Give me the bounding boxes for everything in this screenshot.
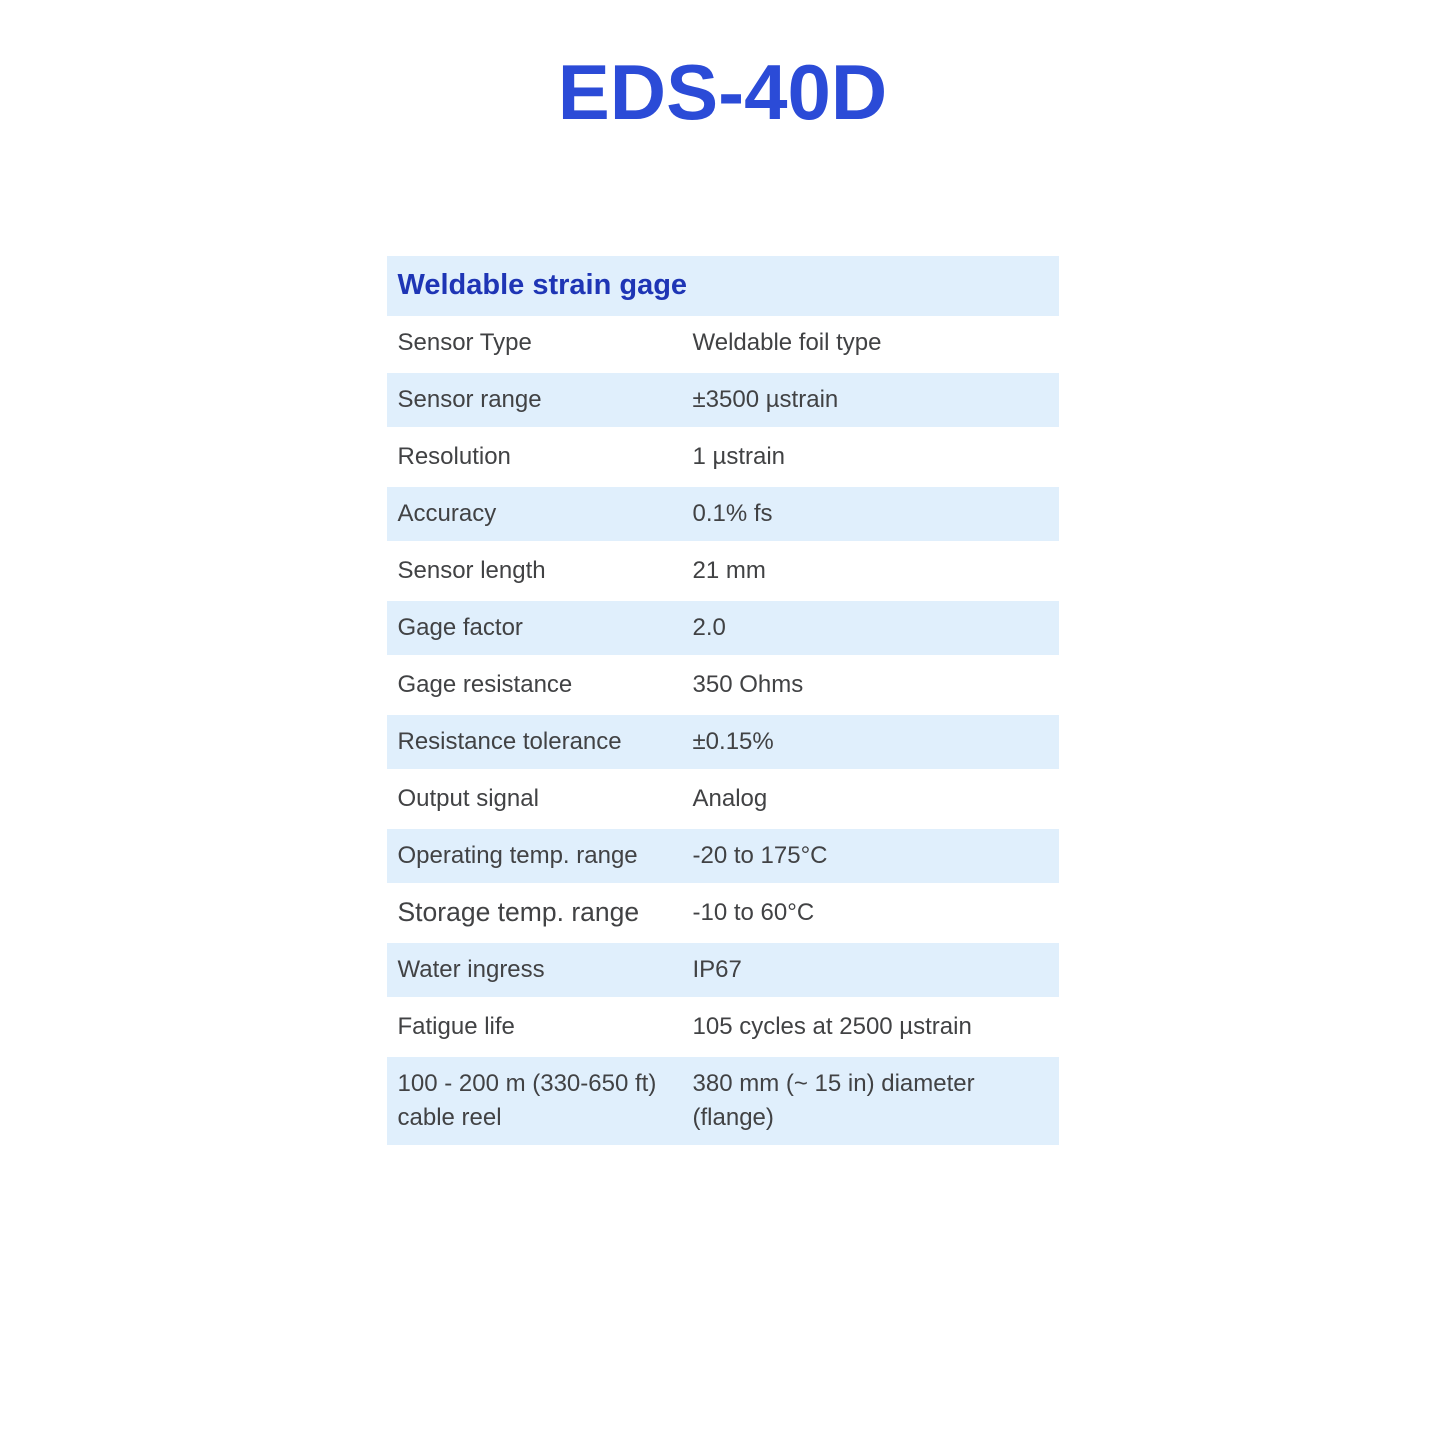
spec-row-label: Sensor range <box>397 385 542 413</box>
spec-row-value: -20 to 175°C <box>692 841 828 869</box>
spec-row <box>387 715 1059 772</box>
spec-row-value: 2.0 <box>692 613 726 641</box>
spec-row <box>387 373 1059 430</box>
spec-row-value: 380 mm (~ 15 in) diameter (flange) <box>692 1069 975 1131</box>
spec-row <box>387 601 1059 658</box>
spec-row-label: Accuracy <box>397 499 497 527</box>
spec-row-value: IP67 <box>692 955 742 983</box>
spec-row-label: Storage temp. range <box>397 897 640 928</box>
spec-row-value: 0.1% fs <box>692 499 773 527</box>
spec-row <box>387 886 1059 943</box>
spec-row <box>387 1000 1059 1057</box>
page-title: EDS-40D <box>557 48 888 136</box>
spec-row <box>387 430 1059 487</box>
spec-row <box>387 316 1059 373</box>
spec-row-label: Sensor Type <box>397 328 532 356</box>
spec-row-value: 1 µstrain <box>692 442 786 470</box>
spec-row-value: -10 to 60°C <box>692 898 815 926</box>
spec-row <box>387 1057 1059 1148</box>
spec-row <box>387 658 1059 715</box>
spec-row-label: Water ingress <box>397 955 545 983</box>
spec-row-label: Gage factor <box>397 613 523 641</box>
spec-row-value: ±0.15% <box>692 727 774 755</box>
spec-row-label: Gage resistance <box>397 670 573 698</box>
spec-row-value: Analog <box>692 784 768 812</box>
spec-row <box>387 544 1059 601</box>
spec-table-header: Weldable strain gage <box>387 256 1059 316</box>
spec-row-label: Resolution <box>397 442 511 470</box>
spec-row-value: 350 Ohms <box>692 670 804 698</box>
spec-row-value: Weldable foil type <box>692 328 882 356</box>
spec-row-label: 100 - 200 m (330-650 ft) cable reel <box>397 1069 657 1131</box>
spec-row <box>387 772 1059 829</box>
spec-row-value: 105 cycles at 2500 µstrain <box>692 1012 972 1040</box>
spec-row-label: Output signal <box>397 784 539 812</box>
spec-row <box>387 829 1059 886</box>
spec-row-value: 21 mm <box>692 556 766 584</box>
spec-table-body <box>387 316 1059 1148</box>
spec-table <box>387 256 1059 1148</box>
spec-row-label: Operating temp. range <box>397 841 638 869</box>
spec-row-label: Sensor length <box>397 556 546 584</box>
spec-row <box>387 487 1059 544</box>
spec-row <box>387 943 1059 1000</box>
spec-row-label: Resistance tolerance <box>397 727 622 755</box>
spec-row-value: ±3500 µstrain <box>692 385 839 413</box>
spec-row-label: Fatigue life <box>397 1012 515 1040</box>
